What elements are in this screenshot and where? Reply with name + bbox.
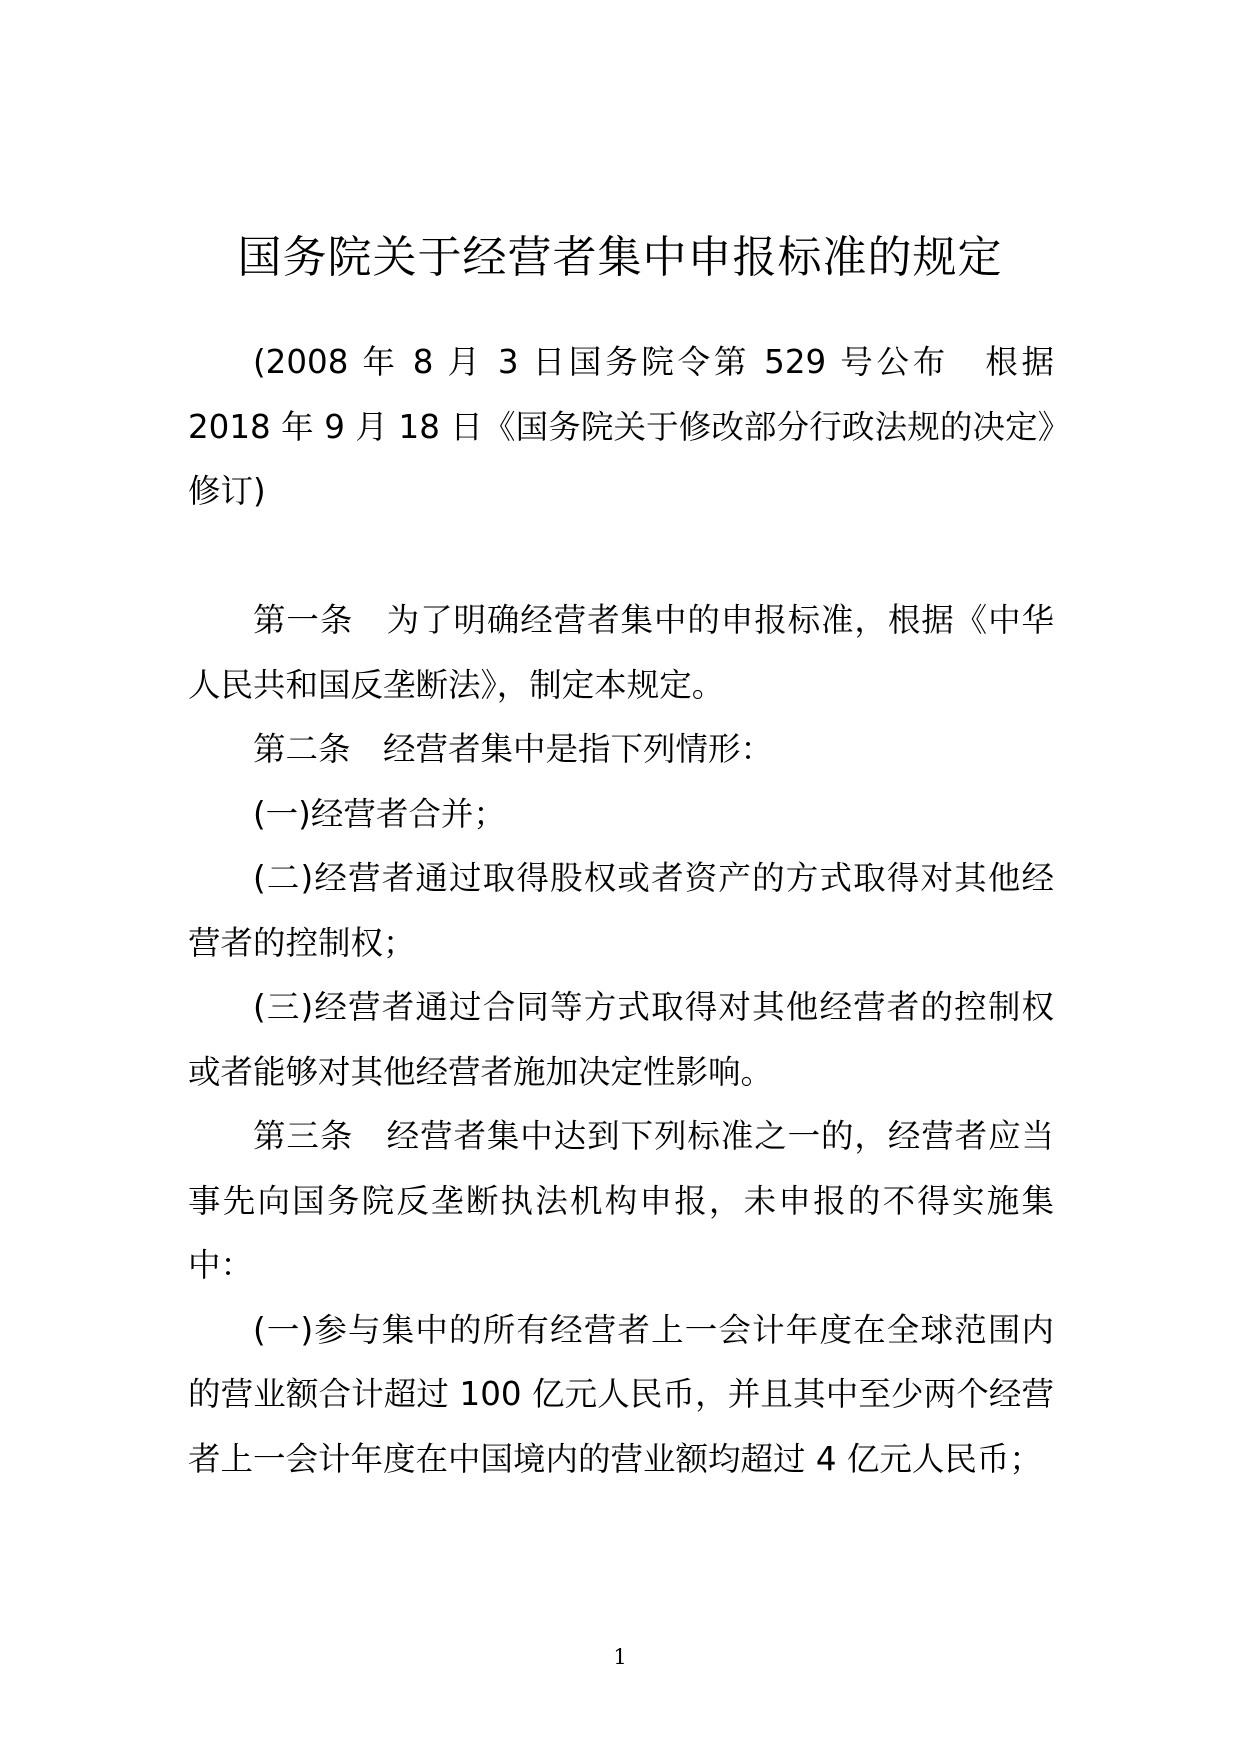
article-2-text: 经营者集中是指下列情形： (383, 730, 774, 768)
article-3-label: 第三条 (253, 1117, 354, 1155)
page-number: 1 (613, 1645, 627, 1669)
source-note: (2008 年 8 月 3 日国务院令第 529 号公布 根据 2018 年 9 月 18 日《国务院关于修改部分行政法规的决定》修订) (188, 343, 1054, 510)
article-2 (188, 717, 1054, 782)
article-1-label: 第一条 (253, 601, 354, 639)
article-3-text: 经营者集中达到下列标准之一的，经营者应当事先向国务院反垄断执法机构申报，未申报的不得实施集中： (188, 1117, 1054, 1284)
article-2-item-2: (二)经营者通过取得股权或者资产的方式取得对其他经营者的控制权； (188, 859, 1054, 962)
article-1 (188, 588, 1054, 717)
document-body (188, 330, 1054, 1491)
article-2-label: 第二条 (253, 730, 351, 768)
article-2-item-1: (一)经营者合并； (253, 794, 506, 833)
article-2-item-3: (三)经营者通过合同等方式取得对其他经营者的控制权或者能够对其他经营者施加决定性影响。 (188, 988, 1054, 1091)
article-3 (188, 1104, 1054, 1298)
document-title: 国务院关于经营者集中申报标准的规定 (237, 232, 1003, 283)
article-3-item-1: (一)参与集中的所有经营者上一会计年度在全球范围内的营业额合计超过 100 亿元人民币，并且其中至少两个经营者上一会计年度在中国境内的营业额均超过 4 亿元人民币； (188, 1310, 1054, 1478)
blank-line (188, 524, 1054, 589)
article-1-text: 为了明确经营者集中的申报标准，根据《中华人民共和国反垄断法》，制定本规定。 (188, 601, 1054, 704)
